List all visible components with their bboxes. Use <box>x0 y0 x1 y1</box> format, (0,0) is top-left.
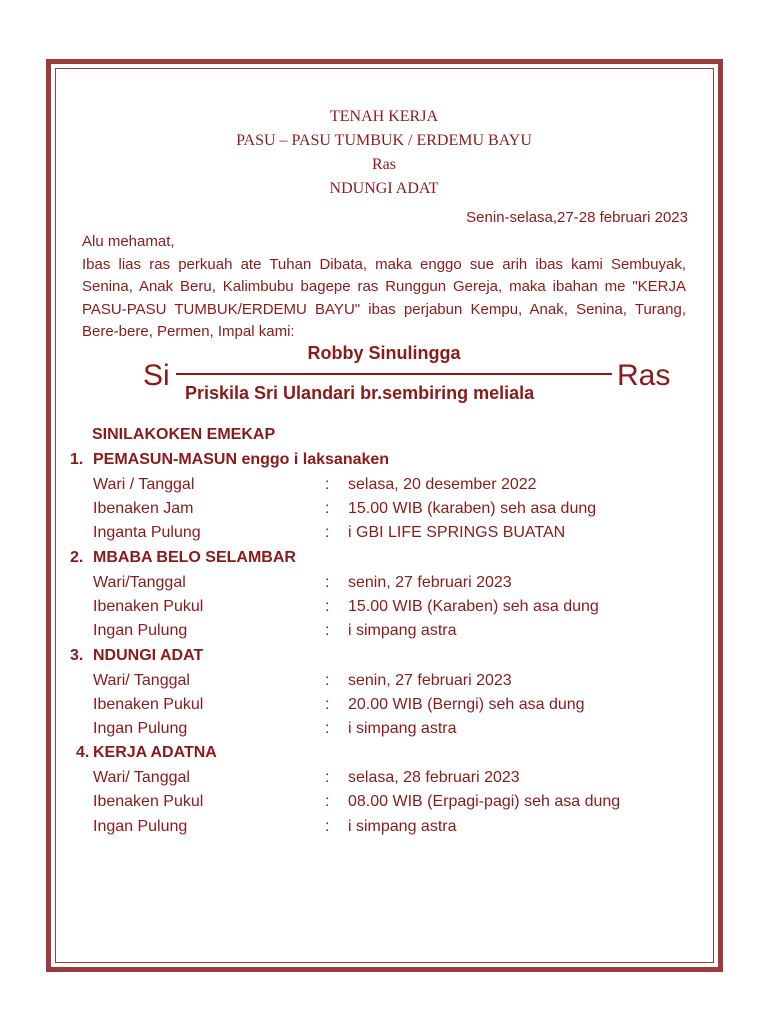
event-number: 4. <box>76 744 90 761</box>
row-colon: : <box>325 476 330 493</box>
event-title: KERJA ADATNA <box>93 744 217 761</box>
row-value: 15.00 WIB (karaben) seh asa dung <box>348 500 597 517</box>
row-label: Ingan Pulung <box>93 818 188 835</box>
event-title: PEMASUN-MASUN enggo i laksanaken <box>93 451 390 468</box>
title-line-1: TENAH KERJA <box>330 108 438 125</box>
schedule-title: SINILAKOKEN EMEKAP <box>92 426 276 443</box>
row-label: Ingan Pulung <box>93 622 188 639</box>
groom-name: Robby Sinulingga <box>307 343 461 363</box>
event-number: 2. <box>70 549 84 566</box>
row-value: 20.00 WIB (Berngi) seh asa dung <box>348 696 585 713</box>
row-value: senin, 27 februari 2023 <box>348 672 512 689</box>
event-number: 1. <box>70 451 84 468</box>
row-colon: : <box>325 598 330 615</box>
title-line-2: PASU – PASU TUMBUK / ERDEMU BAYU <box>236 132 532 149</box>
greeting: Alu mehamat, <box>82 233 175 250</box>
row-value: i simpang astra <box>348 720 457 737</box>
row-value: selasa, 20 desember 2022 <box>348 476 537 493</box>
row-label: Ibenaken Pukul <box>93 793 204 810</box>
row-label: Ibenaken Pukul <box>93 696 204 713</box>
event-title: MBABA BELO SELAMBAR <box>93 549 296 566</box>
row-colon: : <box>325 696 330 713</box>
title-line-4: NDUNGI ADAT <box>329 180 439 197</box>
si-label: Si <box>143 359 170 392</box>
row-value: 08.00 WIB (Erpagi-pagi) seh asa dung <box>348 793 621 810</box>
bride-name: Priskila Sri Ulandari br.sembiring meliala <box>185 383 535 403</box>
row-label: Wari/Tanggal <box>93 574 186 591</box>
row-value: i simpang astra <box>348 622 457 639</box>
row-colon: : <box>325 672 330 689</box>
row-value: selasa, 28 februari 2023 <box>348 769 520 786</box>
row-colon: : <box>325 574 330 591</box>
row-value: senin, 27 februari 2023 <box>348 574 512 591</box>
row-colon: : <box>325 622 330 639</box>
body-paragraph: Ibas lias ras perkuah ate Tuhan Dibata, maka enggo sue arih ibas kami Sembuyak, Senina, Anak Beru, Kalimbubu bagepe ras Runggun Gereja, maka ibahan me "KERJA PASU-PASU TUMBUK/ERDEMU BAYU" ibas perjabun Kempu, Anak, Senina, Turang, Bere-bere, Permen, Impal kami: <box>82 255 686 340</box>
row-label: Ingan Pulung <box>93 720 188 737</box>
event-title: NDUNGI ADAT <box>93 647 204 664</box>
row-label: Ibenaken Jam <box>93 500 194 517</box>
row-label: Ibenaken Pukul <box>93 598 204 615</box>
row-colon: : <box>325 500 330 517</box>
invitation-text <box>82 231 686 344</box>
row-label: Inganta Pulung <box>93 524 201 541</box>
title-line-3: Ras <box>372 156 396 173</box>
row-colon: : <box>325 524 330 541</box>
row-value: i GBI LIFE SPRINGS BUATAN <box>348 524 566 541</box>
row-label: Wari / Tanggal <box>93 476 195 493</box>
row-label: Wari/ Tanggal <box>93 769 190 786</box>
row-colon: : <box>325 793 330 810</box>
row-colon: : <box>325 769 330 786</box>
event-number: 3. <box>70 647 84 664</box>
row-value: i simpang astra <box>348 818 457 835</box>
row-colon: : <box>325 818 330 835</box>
row-colon: : <box>325 720 330 737</box>
event-date: Senin-selasa,27-28 februari 2023 <box>466 209 688 226</box>
row-label: Wari/ Tanggal <box>93 672 190 689</box>
name-divider <box>176 373 612 375</box>
row-value: 15.00 WIB (Karaben) seh asa dung <box>348 598 599 615</box>
ras-label: Ras <box>617 359 671 392</box>
